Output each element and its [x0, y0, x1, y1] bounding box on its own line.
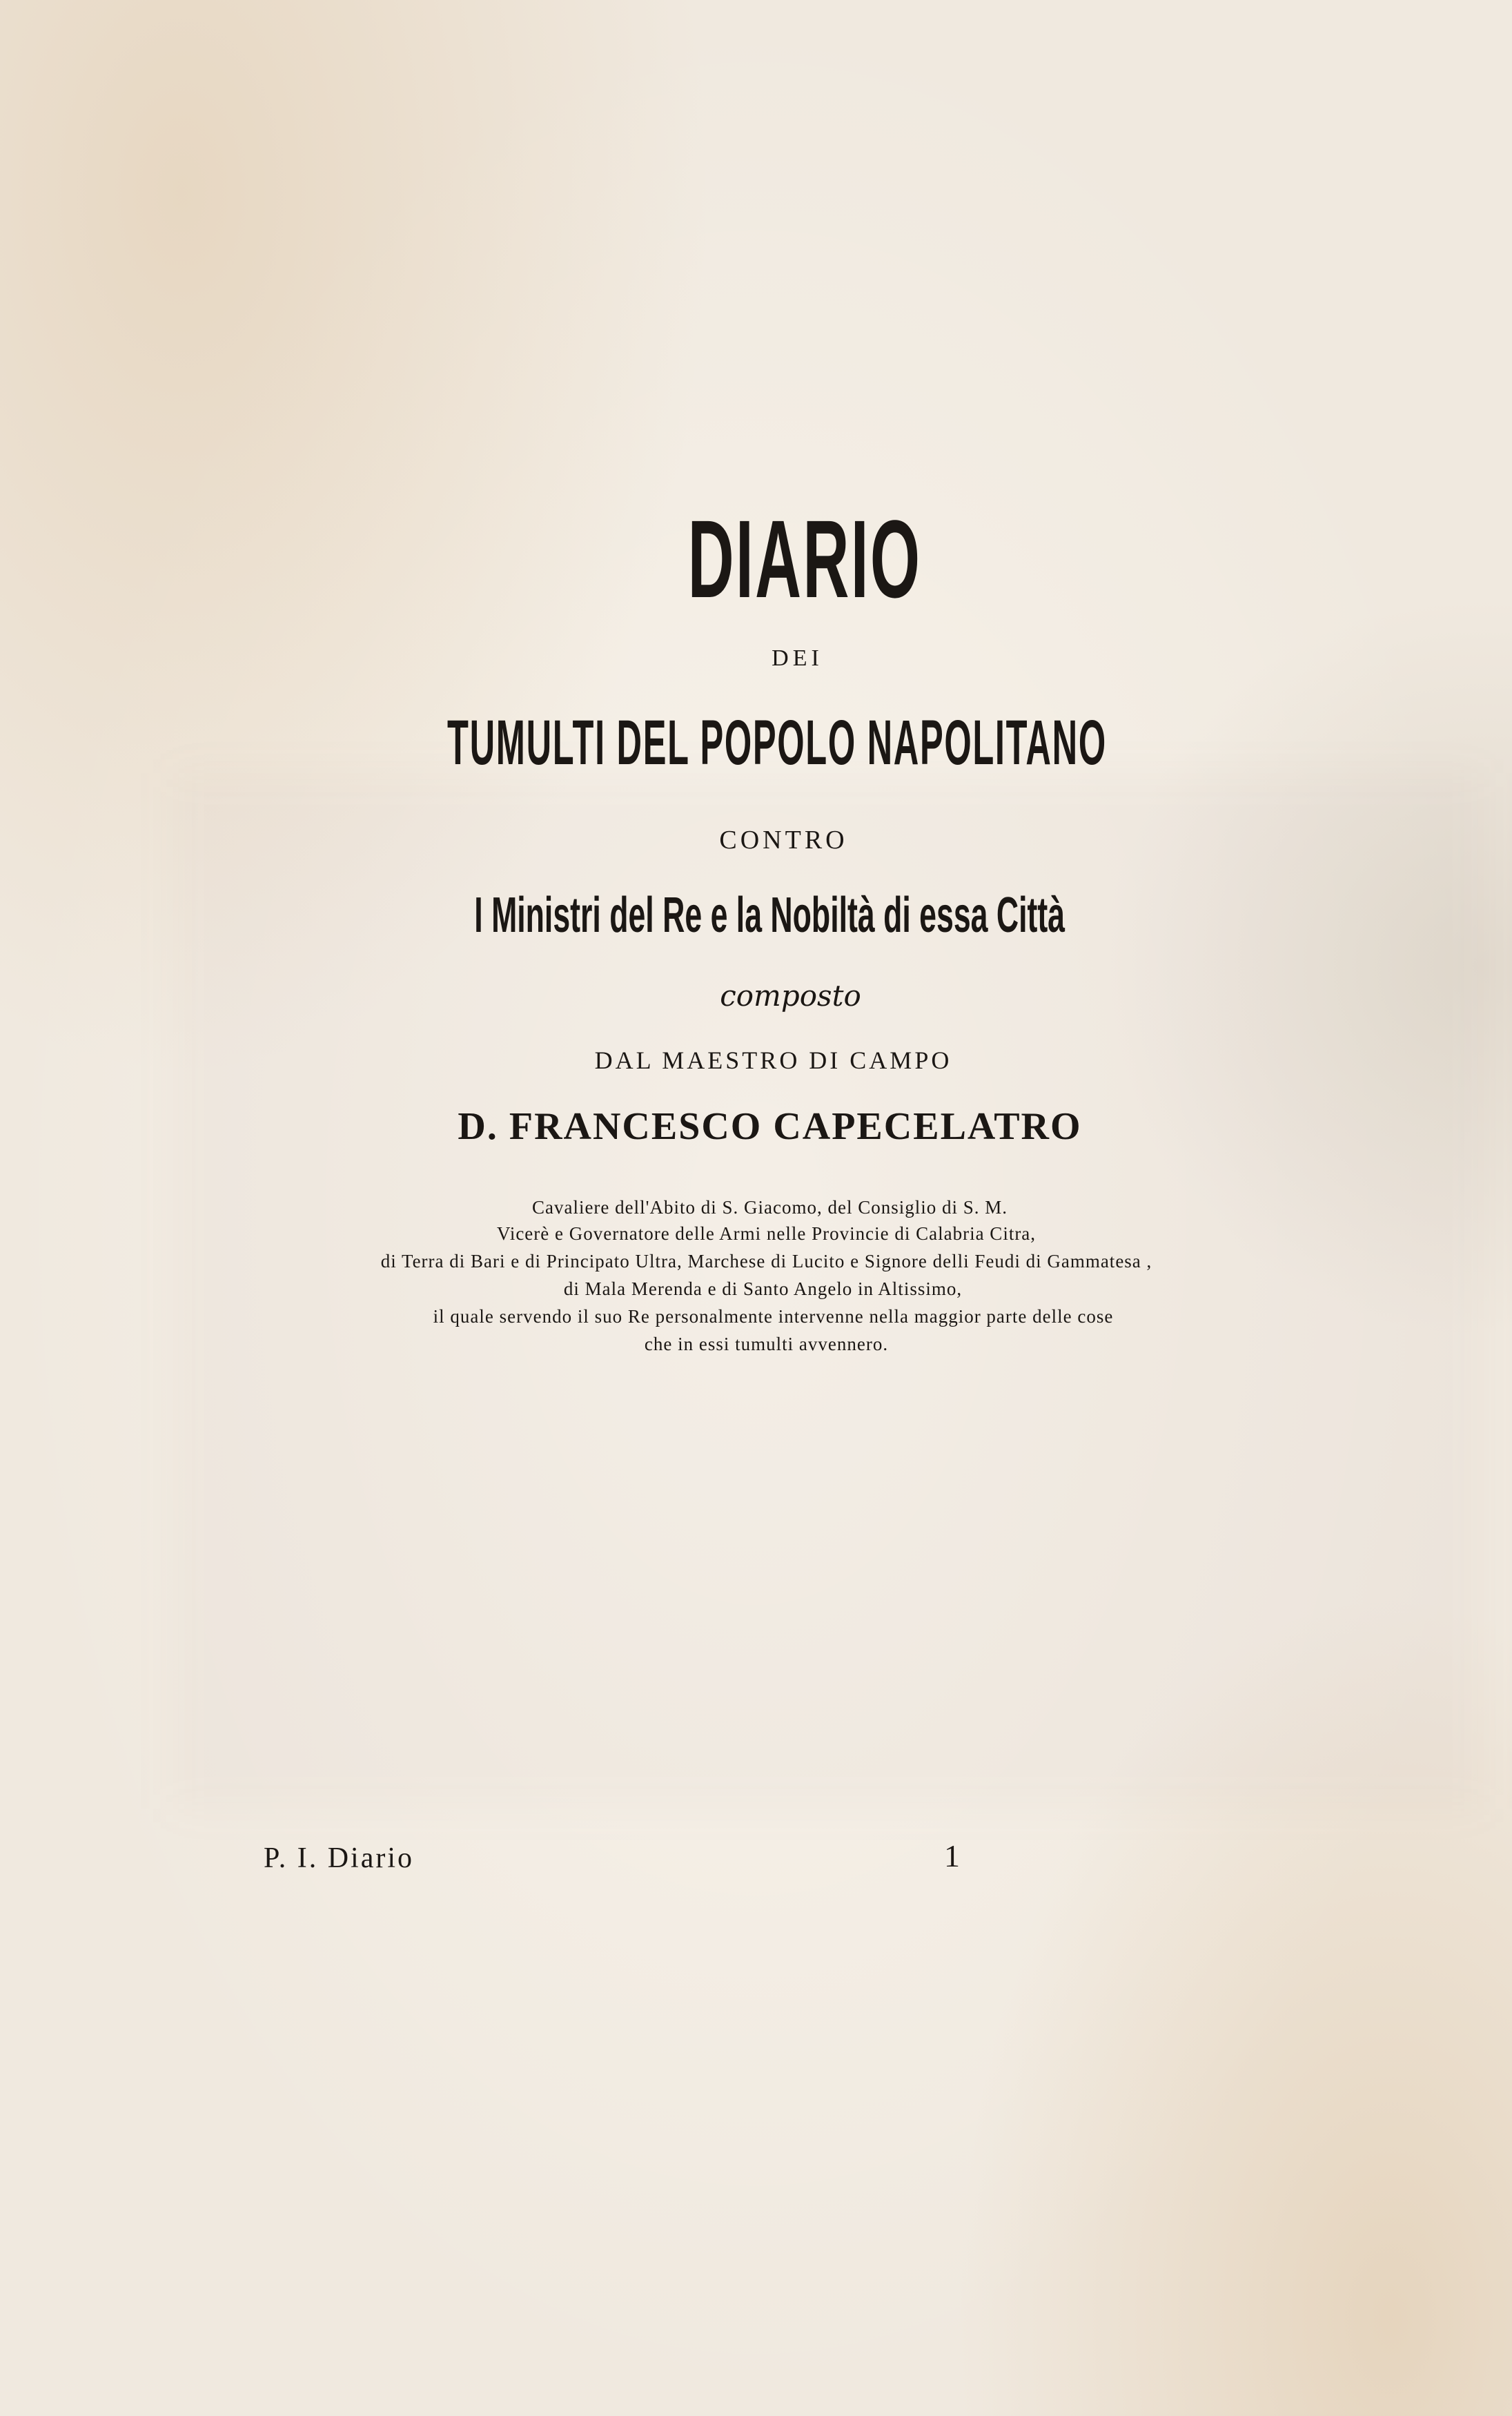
author-description-line: di Terra di Bari e di Principato Ultra, Marchese di Lucito e Signore delli Feudi di Gammatesa , — [380, 1251, 1152, 1272]
printer-signature: P. I. Diario — [264, 1842, 414, 1874]
author-description-line: il quale servendo il suo Re personalmente intervenne nella maggior parte delle cose — [433, 1306, 1114, 1327]
author-description-line: Cavaliere dell'Abito di S. Giacomo, del Consiglio di S. M. — [531, 1197, 1008, 1218]
author-name: D. FRANCESCO CAPECELATRO — [458, 1105, 1082, 1148]
author-by-line: DAL MAESTRO DI CAMPO — [594, 1046, 952, 1074]
title-connector-composto: composto — [720, 979, 861, 1013]
title-connector-contro: CONTRO — [719, 826, 848, 855]
author-description-line: che in essi tumulti avvennero. — [644, 1334, 889, 1354]
book-title: DIARIO — [687, 497, 921, 621]
page-number: 1 — [944, 1838, 960, 1873]
author-description-line: di Mala Merenda e di Santo Angelo in Altissimo, — [563, 1278, 963, 1299]
author-description-line: Vicerè e Governatore delle Armi nelle Provincie di Calabria Citra, — [496, 1223, 1037, 1244]
title-connector-dei: DEI — [772, 645, 823, 671]
book-subject-against: I Ministri del Re e la Nobiltà di essa Città — [474, 888, 1066, 943]
book-subject: TUMULTI DEL POPOLO NAPOLITANO — [446, 708, 1107, 778]
